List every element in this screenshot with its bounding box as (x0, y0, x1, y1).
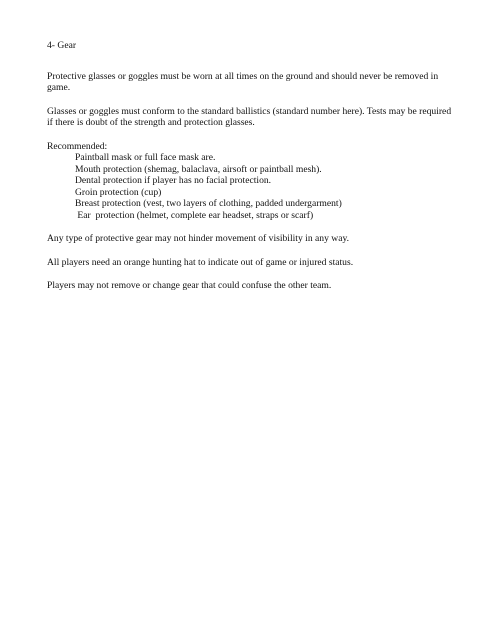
list-item: Breast protection (vest, two layers of clothing, padded undergarment) (75, 198, 342, 209)
list-item: Groin protection (cup) (75, 186, 162, 198)
orange-hat-paragraph: All players need an orange hunting hat to indicate out of game or injured status. (47, 256, 354, 268)
list-item: Mouth protection (shemag, balaclava, airsoft or paintball mesh). (75, 163, 322, 175)
recommended-list (47, 152, 457, 221)
ballistics-standard-paragraph: Glasses or goggles must conform to the standard ballistics (standard number here). Tests may be required if there is doubt of the strength and protection glasses. (47, 105, 452, 128)
list-item: Paintball mask or full face mask are. (75, 152, 216, 163)
list-item: Ear protection (helmet, complete ear headset, straps or scarf) (75, 209, 314, 221)
recommended-label: Recommended: (47, 140, 108, 152)
goggles-required-paragraph: Protective glasses or goggles must be worn at all times on the ground and should never be removed in game. (47, 70, 439, 93)
no-confusing-gear-paragraph: Players may not remove or change gear that could confuse the other team. (47, 280, 332, 291)
list-item: Dental protection if player has no facial protection. (75, 175, 272, 186)
document-body (47, 40, 457, 304)
visibility-paragraph: Any type of protective gear may not hinder movement of visibility in any way. (47, 233, 350, 244)
section-heading: 4- Gear (47, 40, 77, 51)
